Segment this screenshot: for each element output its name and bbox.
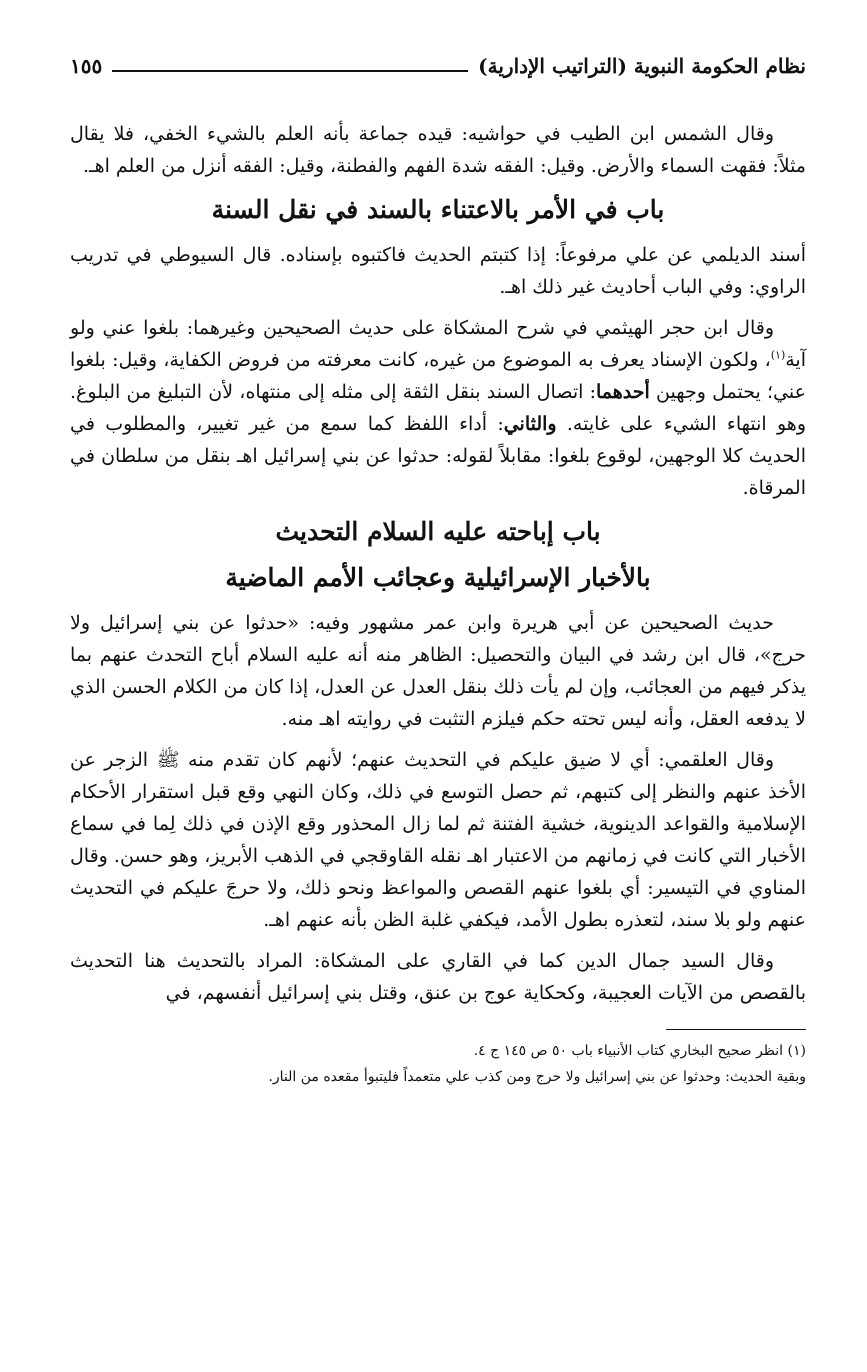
paragraph-ibn-tayyib: وقال الشمس ابن الطيب في حواشيه: قيده جماعة بأنه العلم بالشيء الخفي، فلا يقال مثلاً: فقهت السماء والأرض. وقيل: الفقه شدة الفهم والفطنة، وقيل: الفقه أنزل من العلم اهـ. [70,123,806,177]
section-heading-israiliyyat-line2: بالأخبار الإسرائيلية وعجائب الأمم الماضية [225,563,651,592]
text-segment: : أداء اللفظ كما سمع من غير تغيير، والمطلوب في الحديث كلا الوجهين، لوقوع بلغوا: مقابلاً لقوله: حدثوا عن بني إسرائيل اهـ بنقل من سلطان في المرقاة. [70,413,806,499]
text-segment: وقال ابن حجر الهيثمي في شرح المشكاة على حديث الصحيحين وغيرهما: بلغوا عني ولو آية [70,317,806,371]
page-number: ١٥٥ [70,54,103,78]
book-page [70,38,806,1338]
header-rule [112,70,468,72]
footnote-rule [666,1029,806,1030]
paragraph-sahihayn: حديث الصحيحين عن أبي هريرة وابن عمر مشهور وفيه: «حدثوا عن بني إسرائيل ولا حرج»، قال ابن رشد في البيان والتحصيل: الظاهر منه أنه عليه السلام أباح التحدث عنهم بما يذكر فيهم من العجائب، وإن لم يأت ذلك بنقل العدل عن العدل، إذا كان من الكلام الحسن الذي لا يدفعه العقل، وأنه ليس تحته حكم فيلزم التثبت في روايته اهـ منه. [70,612,806,730]
paragraph-daylami: أسند الديلمي عن علي مرفوعاً: إذا كتبتم الحديث فاكتبوه بإسناده. قال السيوطي في تدريب الراوي: وفي الباب أحاديث غير ذلك اهـ. [70,244,806,298]
bold-term: أحدهما [596,381,650,403]
footnote-continuation: وبقية الحديث: وحدثوا عن بني إسرائيل ولا حرج ومن كذب علي متعمداً فليتبوأ مقعده من النار. [268,1069,806,1085]
running-title: نظام الحكومة النبوية (التراتيب الإدارية) [478,54,806,78]
text-segment: : اتصال السند بنقل الثقة إلى مثله إلى منتهاه، لأن التبليغ من البلوغ. وهو انتهاء الشيء على غايته. [70,381,806,435]
footnote-1: (١) انظر صحيح البخاري كتاب الأنبياء باب ٥٠ ص ١٤٥ ج ٤. [473,1043,806,1059]
text-segment: ، ولكون الإسناد يعرف به الموضوع من غيره، كانت معرفته من فروض الكفاية، وقيل: بلغوا عني؛ يحتمل وجهين [70,349,806,403]
paragraph-ibn-hajar [70,312,806,504]
footnote-reference: (١) [770,348,786,362]
paragraph-alqami: وقال العلقمي: أي لا ضيق عليكم في التحديث عنهم؛ لأنهم كان تقدم منه ﷺ الزجر عن الأخذ عنهم والنظر إلى كتبهم، ثم حصل التوسع في ذلك، وكان النهي وقع قبل استقرار الأحكام الإسلامية والقواعد الدينوية، خشية الفتنة ثم لما زال المحذور وقع الإذن في ذلك لِما في سماع الأخبار التي كانت في زمانهم من الاعتبار اهـ نقله القاوقجي في الذهب الأبريز، وهو حسن. وقال المناوي في التيسير: أي بلغوا عنهم القصص والمواعظ ونحو ذلك، ولا حرجَ عليكم في التحديث عنهم ولو بلا سند، لتعذره بطول الأمد، فيكفي غلبة الظن بأنه عنهم اهـ. [70,749,806,931]
bold-term: والثاني [503,413,557,435]
section-heading-sanad: باب في الأمر بالاعتناء بالسند في نقل السنة [211,195,665,224]
running-header [70,38,806,78]
paragraph-jamal-al-din: وقال السيد جمال الدين كما في القاري على المشكاة: المراد بالتحديث هنا التحديث بالقصص من الآيات العجيبة، وكحكاية عوج بن عنق، وقتل بني إسرائيل أنفسهم، في [70,950,806,1004]
section-heading-israiliyyat-line1: باب إباحته عليه السلام التحديث [275,517,601,546]
